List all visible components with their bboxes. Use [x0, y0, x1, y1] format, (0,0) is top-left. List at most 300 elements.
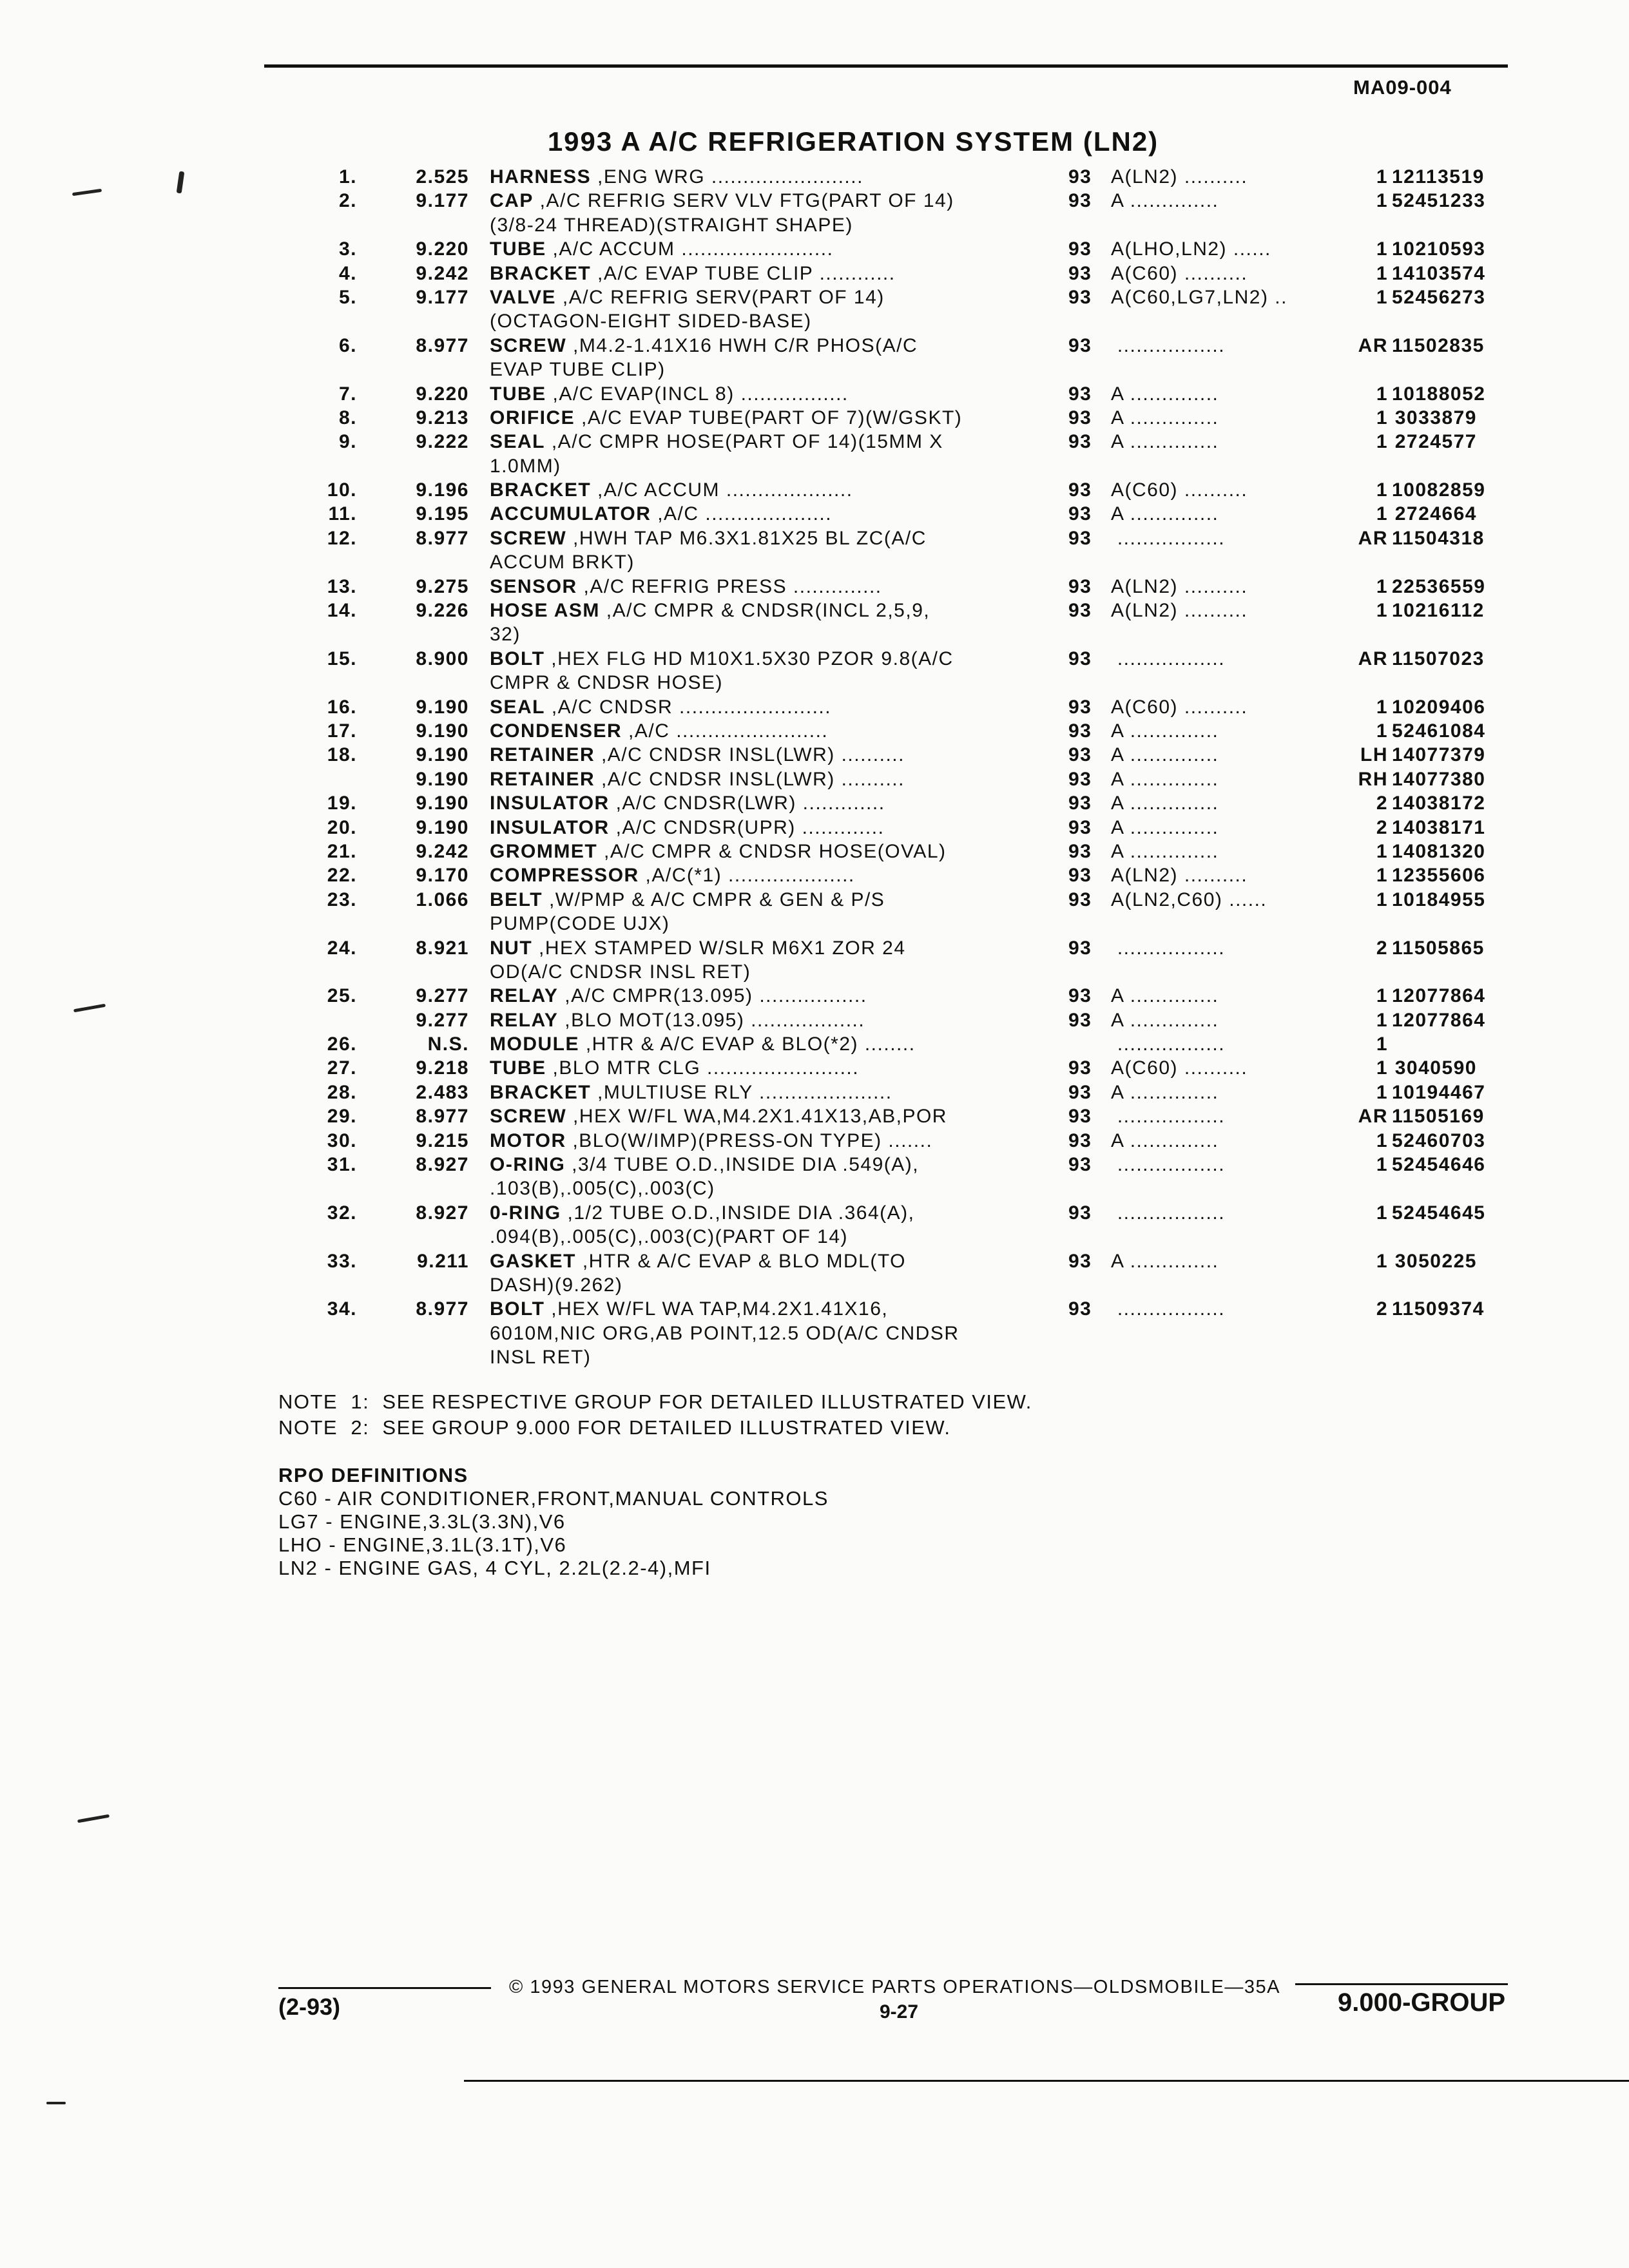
usage-code: ................. — [1111, 527, 1226, 549]
part-description — [490, 1082, 892, 1104]
part-name: BRACKET — [490, 262, 592, 284]
usage-code: A .............. — [1111, 1250, 1219, 1272]
part-number: 14077380 — [1392, 768, 1486, 790]
item-number: 27. — [327, 1057, 357, 1079]
part-description — [490, 431, 943, 453]
item-number: 31. — [327, 1154, 357, 1176]
quantity: 1 — [1376, 1057, 1388, 1079]
part-number: 11507023 — [1392, 648, 1485, 669]
model-year: 93 — [1068, 696, 1092, 718]
table-row — [0, 744, 1629, 768]
part-number: 14038171 — [1392, 816, 1486, 838]
part-description — [490, 1251, 906, 1273]
scan-mark — [77, 1814, 110, 1823]
model-year: 93 — [1068, 407, 1092, 428]
group-number: 9.190 — [416, 696, 469, 718]
part-detail: ,HEX FLG HD M10X1.5X30 PZOR 9.8(A/C — [545, 648, 954, 669]
model-year: 93 — [1068, 816, 1092, 838]
part-description — [490, 720, 828, 742]
part-description — [490, 1033, 916, 1055]
part-description — [490, 311, 812, 332]
quantity: AR — [1358, 527, 1388, 549]
table-row — [0, 359, 1629, 383]
quantity: 1 — [1376, 1250, 1388, 1272]
part-description — [490, 672, 723, 694]
part-detail: EVAP TUBE CLIP) — [490, 359, 666, 381]
usage-code: ................. — [1111, 1202, 1226, 1224]
part-name: HOSE ASM — [490, 600, 600, 622]
model-year: 93 — [1068, 503, 1092, 525]
group-number: 8.977 — [416, 1298, 469, 1320]
quantity: 1 — [1376, 407, 1388, 428]
part-description — [490, 937, 906, 959]
table-row — [0, 1226, 1629, 1250]
part-name: RELAY — [490, 1009, 559, 1031]
item-number: 28. — [327, 1081, 357, 1103]
part-number: 12077864 — [1392, 1009, 1486, 1031]
part-description — [490, 1274, 622, 1296]
usage-code: A(C60) .......... — [1111, 1057, 1248, 1079]
part-detail: ,HEX STAMPED W/SLR M6X1 ZOR 24 — [532, 937, 906, 959]
part-detail: ,A/C ACCUM .................... — [591, 479, 853, 501]
group-number: 9.242 — [416, 840, 469, 862]
item-number: 16. — [327, 696, 357, 718]
quantity: 2 — [1376, 1298, 1388, 1320]
table-row — [0, 215, 1629, 238]
usage-code: A .............. — [1111, 1081, 1219, 1103]
part-description — [490, 817, 884, 839]
table-row — [0, 1274, 1629, 1298]
usage-code: A .............. — [1111, 768, 1219, 790]
part-detail: ,A/C .................... — [651, 503, 833, 525]
part-description — [490, 456, 561, 477]
table-row — [0, 552, 1629, 575]
quantity: 1 — [1376, 720, 1388, 742]
part-detail: 6010M,NIC ORG,AB POINT,12.5 OD(A/C CNDSR — [490, 1322, 959, 1344]
model-year: 93 — [1068, 190, 1092, 212]
rpo-item: C60 - AIR CONDITIONER,FRONT,MANUAL CONTROLS — [278, 1487, 829, 1510]
part-number: 52451233 — [1392, 190, 1486, 212]
model-year: 93 — [1068, 1057, 1092, 1079]
part-description — [490, 238, 833, 260]
table-row — [0, 985, 1629, 1009]
part-description — [490, 769, 905, 791]
model-year: 93 — [1068, 286, 1092, 308]
quantity: 1 — [1376, 1081, 1388, 1103]
item-number: 34. — [327, 1298, 357, 1320]
part-detail: ,BLO MTR CLG ........................ — [546, 1057, 860, 1079]
quantity: AR — [1358, 334, 1388, 356]
table-row — [0, 335, 1629, 359]
usage-code: A(LN2) .......... — [1111, 166, 1248, 187]
part-description — [490, 215, 853, 236]
group-number: 9.215 — [416, 1129, 469, 1151]
model-year: 93 — [1068, 527, 1092, 549]
quantity: 1 — [1376, 431, 1388, 453]
table-row — [0, 1082, 1629, 1106]
part-detail: ,HEX W/FL WA,M4.2X1.41X13,AB,POR — [566, 1106, 947, 1128]
model-year: 93 — [1068, 1081, 1092, 1103]
part-number: 3040590 — [1394, 1057, 1477, 1079]
part-description — [490, 648, 954, 670]
item-number: 7. — [338, 383, 357, 405]
model-year: 93 — [1068, 334, 1092, 356]
group-number: 8.900 — [416, 648, 469, 669]
table-row — [0, 961, 1629, 985]
quantity: 1 — [1376, 383, 1388, 405]
part-detail: ,A/C ........................ — [622, 720, 829, 742]
page-title: 1993 A A/C REFRIGERATION SYSTEM (LN2) — [547, 126, 1159, 157]
table-row — [0, 1251, 1629, 1274]
part-detail: ,A/C EVAP TUBE CLIP ............ — [591, 262, 896, 284]
part-number: 14038172 — [1392, 793, 1486, 814]
bottom-rule — [464, 2080, 1629, 2082]
item-number: 3. — [338, 238, 357, 260]
part-number: 10210593 — [1392, 238, 1486, 260]
part-detail: ,HTR & A/C EVAP & BLO MDL(TO — [576, 1250, 906, 1272]
usage-code: A .............. — [1111, 1129, 1219, 1151]
model-year: 93 — [1068, 1106, 1092, 1128]
rpo-item: LG7 - ENGINE,3.3L(3.3N),V6 — [278, 1510, 566, 1533]
part-detail: 32) — [490, 624, 521, 646]
group-number: 9.220 — [416, 238, 469, 260]
item-number: 5. — [338, 286, 357, 308]
part-name: SCREW — [490, 527, 567, 549]
quantity: 1 — [1376, 575, 1388, 597]
part-detail: ,MULTIUSE RLY ..................... — [591, 1081, 892, 1103]
part-detail: ,1/2 TUBE O.D.,INSIDE DIA .364(A), — [561, 1202, 915, 1224]
item-number: 15. — [327, 648, 357, 669]
part-number: 3050225 — [1394, 1250, 1477, 1272]
table-row — [0, 1106, 1629, 1129]
usage-code: A .............. — [1111, 1009, 1219, 1031]
group-number: 8.977 — [416, 334, 469, 356]
quantity: 2 — [1376, 816, 1388, 838]
part-number: 2724664 — [1394, 503, 1477, 525]
usage-code: ................. — [1111, 1106, 1226, 1128]
part-number: 12113519 — [1392, 166, 1485, 187]
part-number: 10184955 — [1392, 889, 1486, 910]
table-row — [0, 648, 1629, 672]
table-row — [0, 190, 1629, 214]
part-name: HARNESS — [490, 166, 592, 187]
part-name: MODULE — [490, 1033, 579, 1055]
part-name: SCREW — [490, 334, 567, 356]
part-number: 52454646 — [1392, 1154, 1486, 1176]
usage-code: A(C60,LG7,LN2) .. — [1111, 286, 1287, 308]
part-name: TUBE — [490, 1057, 546, 1079]
item-number: 24. — [327, 937, 357, 959]
table-row — [0, 841, 1629, 865]
table-row — [0, 913, 1629, 937]
part-name: 0-RING — [490, 1202, 561, 1224]
part-name: MOTOR — [490, 1129, 566, 1151]
usage-code: A .............. — [1111, 431, 1219, 453]
quantity: 1 — [1376, 840, 1388, 862]
table-row — [0, 1010, 1629, 1033]
table-row — [0, 1323, 1629, 1347]
quantity: 1 — [1376, 238, 1388, 260]
top-rule — [264, 64, 1508, 68]
item-number: 29. — [327, 1106, 357, 1128]
note-2: NOTE 2: SEE GROUP 9.000 FOR DETAILED ILLUSTRATED VIEW. — [278, 1416, 951, 1439]
part-name: BELT — [490, 889, 543, 910]
group-number: 9.190 — [416, 768, 469, 790]
table-row — [0, 407, 1629, 431]
item-number: 13. — [327, 575, 357, 597]
part-description — [490, 503, 832, 525]
part-detail: ,A/C CMPR & CNDSR HOSE(OVAL) — [597, 840, 947, 862]
usage-code: ................. — [1111, 1298, 1226, 1320]
item-number: 19. — [327, 793, 357, 814]
table-row — [0, 503, 1629, 527]
group-label: 9.000-GROUP — [1338, 1988, 1506, 2017]
quantity: 1 — [1376, 190, 1388, 212]
part-description — [490, 865, 855, 887]
table-row — [0, 263, 1629, 287]
part-number: 22536559 — [1392, 575, 1486, 597]
group-number: 8.977 — [416, 1106, 469, 1128]
part-number: 10209406 — [1392, 696, 1486, 718]
table-row — [0, 1347, 1629, 1370]
usage-code: A .............. — [1111, 190, 1219, 212]
quantity: 1 — [1376, 1129, 1388, 1151]
table-row — [0, 456, 1629, 479]
part-name: SCREW — [490, 1106, 567, 1128]
quantity: 1 — [1376, 1154, 1388, 1176]
table-row — [0, 383, 1629, 407]
part-detail: CMPR & CNDSR HOSE) — [490, 672, 724, 694]
item-number: 12. — [327, 527, 357, 549]
group-number: 9.220 — [416, 383, 469, 405]
part-number: 10194467 — [1392, 1081, 1486, 1103]
part-detail: ,A/C CNDSR INSL(LWR) .......... — [595, 768, 905, 790]
model-year: 93 — [1068, 1009, 1092, 1031]
item-number: 22. — [327, 865, 357, 887]
item-number: 25. — [327, 985, 357, 1007]
table-row — [0, 1154, 1629, 1178]
table-row — [0, 1178, 1629, 1202]
item-number: 6. — [338, 334, 357, 356]
part-number: 11505169 — [1392, 1106, 1485, 1128]
part-name: NUT — [490, 937, 533, 959]
table-row — [0, 238, 1629, 262]
part-name: CONDENSER — [490, 720, 622, 742]
revision-date: (2-93) — [278, 1994, 341, 2020]
model-year: 93 — [1068, 985, 1092, 1007]
part-description — [490, 841, 947, 863]
table-row — [0, 1202, 1629, 1226]
part-description — [490, 1178, 715, 1200]
part-number: 11502835 — [1392, 334, 1485, 356]
part-name: GROMMET — [490, 840, 598, 862]
part-number: 10188052 — [1392, 383, 1486, 405]
quantity: 1 — [1376, 1009, 1388, 1031]
part-number: 3033879 — [1394, 407, 1477, 428]
group-number: 9.177 — [416, 190, 469, 212]
item-number: 11. — [328, 503, 357, 525]
part-detail: ,HTR & A/C EVAP & BLO(*2) ........ — [579, 1033, 916, 1055]
part-description — [490, 335, 918, 357]
part-number: 52460703 — [1392, 1129, 1486, 1151]
part-description — [490, 624, 521, 646]
part-detail: ,BLO(W/IMP)(PRESS-ON TYPE) ....... — [566, 1129, 933, 1151]
item-number: 26. — [327, 1033, 357, 1055]
quantity: 1 — [1376, 696, 1388, 718]
item-number: 21. — [327, 840, 357, 862]
item-number: 2. — [338, 190, 357, 212]
part-description — [490, 552, 635, 573]
part-detail: .094(B),.005(C),.003(C)(PART OF 14) — [490, 1226, 848, 1248]
part-name: CAP — [490, 190, 534, 212]
part-name: TUBE — [490, 238, 546, 260]
group-number: 9.190 — [416, 816, 469, 838]
quantity: 1 — [1376, 865, 1388, 887]
table-row — [0, 1057, 1629, 1081]
part-description — [490, 383, 849, 405]
part-name: COMPRESSOR — [490, 865, 639, 887]
usage-code: A .............. — [1111, 503, 1219, 525]
model-year: 93 — [1068, 720, 1092, 742]
group-number: 9.226 — [416, 600, 469, 622]
quantity: AR — [1358, 1106, 1388, 1128]
group-number: 9.242 — [416, 262, 469, 284]
model-year: 93 — [1068, 383, 1092, 405]
model-year: 93 — [1068, 238, 1092, 260]
part-number: 10082859 — [1392, 479, 1486, 501]
item-number: 23. — [327, 889, 357, 910]
model-year: 93 — [1068, 1154, 1092, 1176]
group-number: 9.222 — [416, 431, 469, 453]
part-description — [490, 793, 885, 814]
part-detail: ,A/C CMPR & CNDSR(INCL 2,5,9, — [599, 600, 930, 622]
part-detail: ,A/C CMPR(13.095) ................. — [558, 985, 867, 1007]
part-name: BRACKET — [490, 1081, 592, 1103]
part-name: VALVE — [490, 286, 557, 308]
part-detail: ,A/C ACCUM ........................ — [546, 238, 834, 260]
scan-mark — [46, 2102, 66, 2104]
group-number: 9.195 — [416, 503, 469, 525]
part-detail: ,A/C REFRIG SERV VLV FTG(PART OF 14) — [533, 190, 954, 212]
table-row — [0, 889, 1629, 913]
model-year: 93 — [1068, 431, 1092, 453]
usage-code: A(LHO,LN2) ...... — [1111, 238, 1271, 260]
footer-rule-right — [1295, 1983, 1508, 1985]
usage-code: ................. — [1111, 1154, 1226, 1176]
part-description — [490, 190, 954, 212]
part-number: 52456273 — [1392, 286, 1486, 308]
item-number: 20. — [327, 816, 357, 838]
part-detail: ,ENG WRG ........................ — [591, 166, 863, 187]
part-description — [490, 528, 927, 550]
part-name: SENSOR — [490, 575, 577, 597]
group-number: 9.275 — [416, 575, 469, 597]
group-number: 9.211 — [417, 1250, 469, 1272]
part-description — [490, 1226, 848, 1248]
part-description — [490, 263, 896, 285]
item-number: 4. — [338, 262, 357, 284]
group-number: 8.927 — [416, 1202, 469, 1224]
document-code: MA09-004 — [1353, 76, 1452, 99]
quantity: 1 — [1376, 985, 1388, 1007]
model-year: 93 — [1068, 262, 1092, 284]
usage-code: A(LN2) .......... — [1111, 600, 1248, 622]
part-number: 52461084 — [1392, 720, 1486, 742]
group-number: 9.196 — [416, 479, 469, 501]
copyright-text: © 1993 GENERAL MOTORS SERVICE PARTS OPERATIONS—OLDSMOBILE—35A — [509, 1977, 1280, 1997]
part-description — [490, 913, 670, 935]
part-detail: ,M4.2-1.41X16 HWH C/R PHOS(A/C — [566, 334, 918, 356]
quantity: 2 — [1376, 937, 1388, 959]
usage-code: ................. — [1111, 937, 1226, 959]
usage-code: A(LN2) .......... — [1111, 575, 1248, 597]
group-number: 9.177 — [416, 286, 469, 308]
table-row — [0, 600, 1629, 624]
part-detail: ACCUM BRKT) — [490, 552, 635, 573]
model-year: 93 — [1068, 479, 1092, 501]
part-detail: ,HWH TAP M6.3X1.81X25 BL ZC(A/C — [566, 527, 927, 549]
part-detail: PUMP(CODE UJX) — [490, 913, 670, 935]
usage-code: ................. — [1111, 1033, 1226, 1055]
quantity: 1 — [1376, 262, 1388, 284]
part-detail: ,A/C CNDSR ........................ — [545, 696, 832, 718]
table-row — [0, 1130, 1629, 1154]
item-number: 17. — [327, 720, 357, 742]
model-year: 93 — [1068, 648, 1092, 669]
part-detail: OD(A/C CNDSR INSL RET) — [490, 961, 751, 983]
table-row — [0, 793, 1629, 816]
table-row — [0, 287, 1629, 311]
part-description — [490, 359, 666, 381]
group-number: 8.977 — [416, 527, 469, 549]
usage-code: A .............. — [1111, 383, 1219, 405]
quantity: LH — [1360, 744, 1388, 766]
table-row — [0, 865, 1629, 889]
part-number: 11504318 — [1392, 527, 1485, 549]
quantity: 1 — [1376, 1033, 1388, 1055]
part-name: INSULATOR — [490, 816, 610, 838]
part-number: 14081320 — [1392, 840, 1486, 862]
part-name: BOLT — [490, 648, 545, 669]
part-detail: 1.0MM) — [490, 455, 561, 477]
part-detail: ,A/C CNDSR INSL(LWR) .......... — [595, 744, 905, 766]
usage-code: A(C60) .......... — [1111, 262, 1248, 284]
usage-code: A .............. — [1111, 985, 1219, 1007]
item-number: 32. — [327, 1202, 357, 1224]
part-description — [490, 407, 962, 429]
part-description — [490, 600, 930, 622]
part-number: 11505865 — [1392, 937, 1485, 959]
part-description — [490, 166, 863, 188]
note-1: NOTE 1: SEE RESPECTIVE GROUP FOR DETAILED ILLUSTRATED VIEW. — [278, 1390, 1032, 1413]
part-description — [490, 961, 751, 983]
model-year: 93 — [1068, 768, 1092, 790]
part-description — [490, 576, 882, 598]
quantity: 2 — [1376, 793, 1388, 814]
rpo-item: LHO - ENGINE,3.1L(3.1T),V6 — [278, 1533, 567, 1556]
usage-code: A .............. — [1111, 816, 1219, 838]
model-year: 93 — [1068, 1250, 1092, 1272]
part-detail: (3/8-24 THREAD)(STRAIGHT SHAPE) — [490, 214, 853, 236]
usage-code: ................. — [1111, 334, 1226, 356]
part-name: BOLT — [490, 1298, 545, 1320]
part-detail: ,W/PMP & A/C CMPR & GEN & P/S — [543, 889, 885, 910]
part-detail: ,3/4 TUBE O.D.,INSIDE DIA .549(A), — [565, 1154, 920, 1176]
group-number: 8.927 — [416, 1154, 469, 1176]
model-year: 93 — [1068, 865, 1092, 887]
part-description — [490, 1298, 888, 1320]
part-name: BRACKET — [490, 479, 592, 501]
